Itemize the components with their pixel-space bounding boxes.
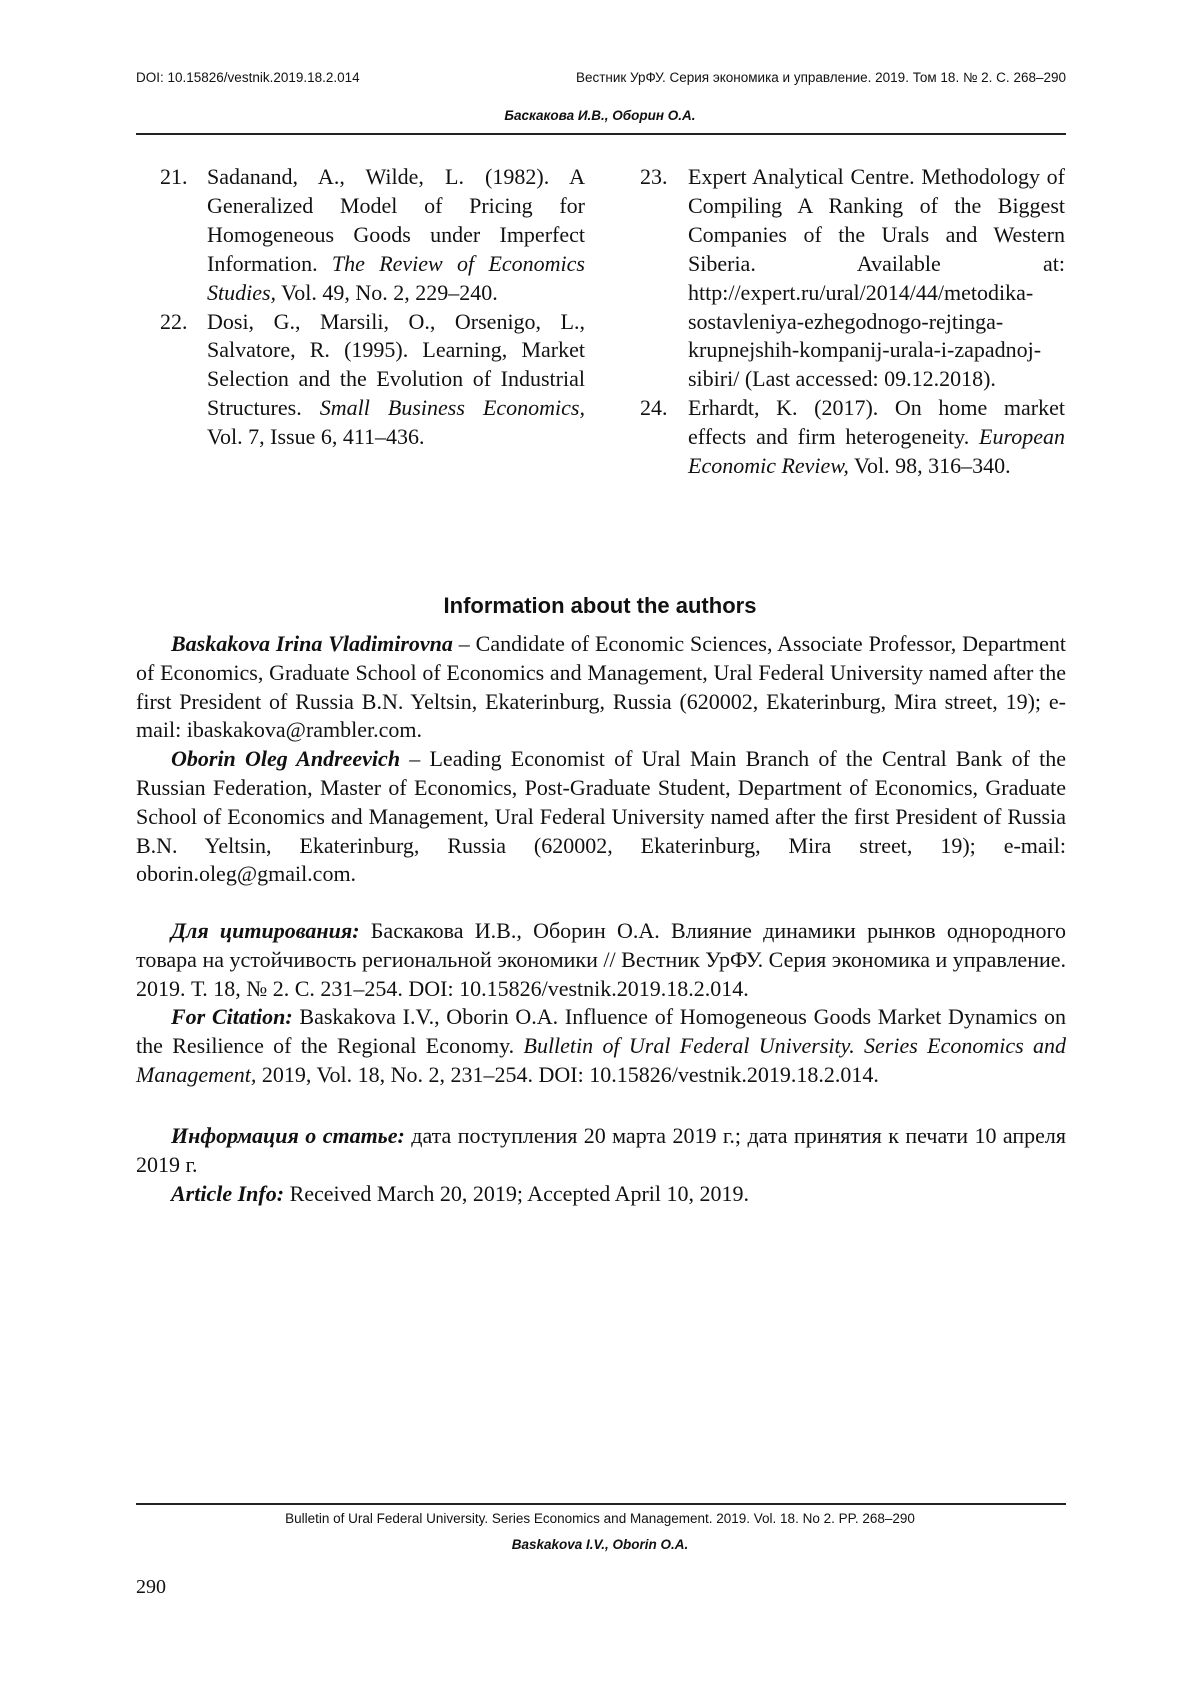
authors-section-title: Information about the authors — [443, 593, 757, 618]
header-journal: Вестник УрФУ. Серия экономика и управление. 2019. Том 18. № 2. С. 268–290 — [575, 70, 1066, 85]
article-info-ru: Информация о статье: дата поступления 20 марта 2019 г.; дата принятия к печати 10 апреля 2019 г. — [136, 1123, 1066, 1177]
reference-item — [160, 163, 585, 308]
citation-ru: Для цитирования: Баскакова И.В., Оборин О.А. Влияние динамики рынков однородного товара на устойчивость региональной экономики // Вестник УрФУ. Серия экономика и управление. 2019. Т. 18, № 2. С. 231–254. DOI: 10.15826/vestnik.2019.18.2.014. — [136, 918, 1066, 1001]
reference-number: 22. — [160, 308, 188, 334]
references-right-column — [640, 163, 1065, 481]
author-name: Oborin Oleg Andreevich — [171, 746, 401, 772]
reference-item — [160, 308, 585, 453]
reference-text: Erhardt, K. (2017). On home market effects and firm heterogeneity. European Economic Review, Vol. 98, 316–340. — [688, 395, 1065, 479]
reference-number: 23. — [640, 164, 668, 189]
header-doi: DOI: 10.15826/vestnik.2019.18.2.014 — [136, 70, 360, 85]
article-info-block — [136, 1122, 1066, 1208]
reference-item — [640, 394, 1065, 481]
reference-item — [640, 163, 1065, 394]
authors-info — [136, 630, 1066, 889]
article-info-en-label: Article Info: — [171, 1180, 285, 1206]
header-rule — [136, 133, 1066, 135]
article-info-en: Article Info: Received March 20, 2019; Accepted April 10, 2019. — [171, 1180, 750, 1206]
reference-number: 24. — [640, 395, 668, 421]
author-paragraph: Oborin Oleg Andreevich – Leading Economist of Ural Main Branch of the Central Bank of the Russian Federation, Master of Economics, Post-Graduate Student, Department of Economics, Graduate School of Economics and Management, Ural Federal University named after the first President of Russia B.N. Yeltsin, Ekaterinburg, Russia (620002, Ekaterinburg, Mira street, 19); e-mail: oborin.oleg@gmail.com. — [136, 746, 1067, 887]
reference-text: Expert Analytical Centre. Methodology of Compiling A Ranking of the Biggest Companies of the Urals and Western Siberia. Available at: http://expert.ru/ural/2014/44/metodika-sostavleniya-ezhegodnogo-rejtinga-krupnejshih-kompanij-urala-i-zapadnoj-sibiri/ (Last accessed: 09.12.2018). — [688, 164, 1065, 392]
citation-block — [136, 917, 1066, 1090]
citation-en-label: For Citation: — [171, 1004, 293, 1030]
references-left-column — [160, 163, 585, 452]
page-number: 290 — [136, 1576, 166, 1598]
citation-ru-label: Для цитирования: — [171, 918, 360, 943]
footer-journal: Bulletin of Ural Federal University. Series Economics and Management. 2019. Vol. 18. No 2. PP. 268–290 — [285, 1511, 915, 1526]
author-paragraph: Baskakova Irina Vladimirovna – Candidate of Economic Sciences, Associate Professor, Department of Economics, Graduate School of Economics and Management, Ural Federal University named after the first President of Russia B.N. Yeltsin, Ekaterinburg, Russia (620002, Ekaterinburg, Mira street, 19); e-mail: ibaskakova@rambler.com. — [136, 631, 1067, 743]
citation-en: For Citation: Baskakova I.V., Oborin O.A. Influence of Homogeneous Goods Market Dynamics on the Resilience of the Regional Economy. Bulletin of Ural Federal University. Series Economics and Management, 2019, Vol. 18, No. 2, 231–254. DOI: 10.15826/vestnik.2019.18.2.014. — [136, 1004, 1067, 1087]
reference-text: Sadanand, A., Wilde, L. (1982). A Generalized Model of Pricing for Homogeneous Goods under Imperfect Information. The Review of Economics Studies, Vol. 49, No. 2, 229–240. — [207, 164, 585, 305]
reference-number: 21. — [160, 164, 188, 189]
article-info-ru-label: Информация о статье: — [171, 1123, 405, 1148]
footer-authors: Baskakova I.V., Oborin O.A. — [511, 1537, 689, 1552]
reference-text: Dosi, G., Marsili, O., Orsenigo, L., Salvatore, R. (1995). Learning, Market Selection and the Evolution of Industrial Structures. Small Business Economics, Vol. 7, Issue 6, 411–436. — [207, 308, 585, 450]
footer-rule — [136, 1503, 1066, 1505]
header-authors: Баскакова И.В., Оборин О.А. — [504, 108, 696, 123]
author-name: Baskakova Irina Vladimirovna — [171, 631, 453, 656]
